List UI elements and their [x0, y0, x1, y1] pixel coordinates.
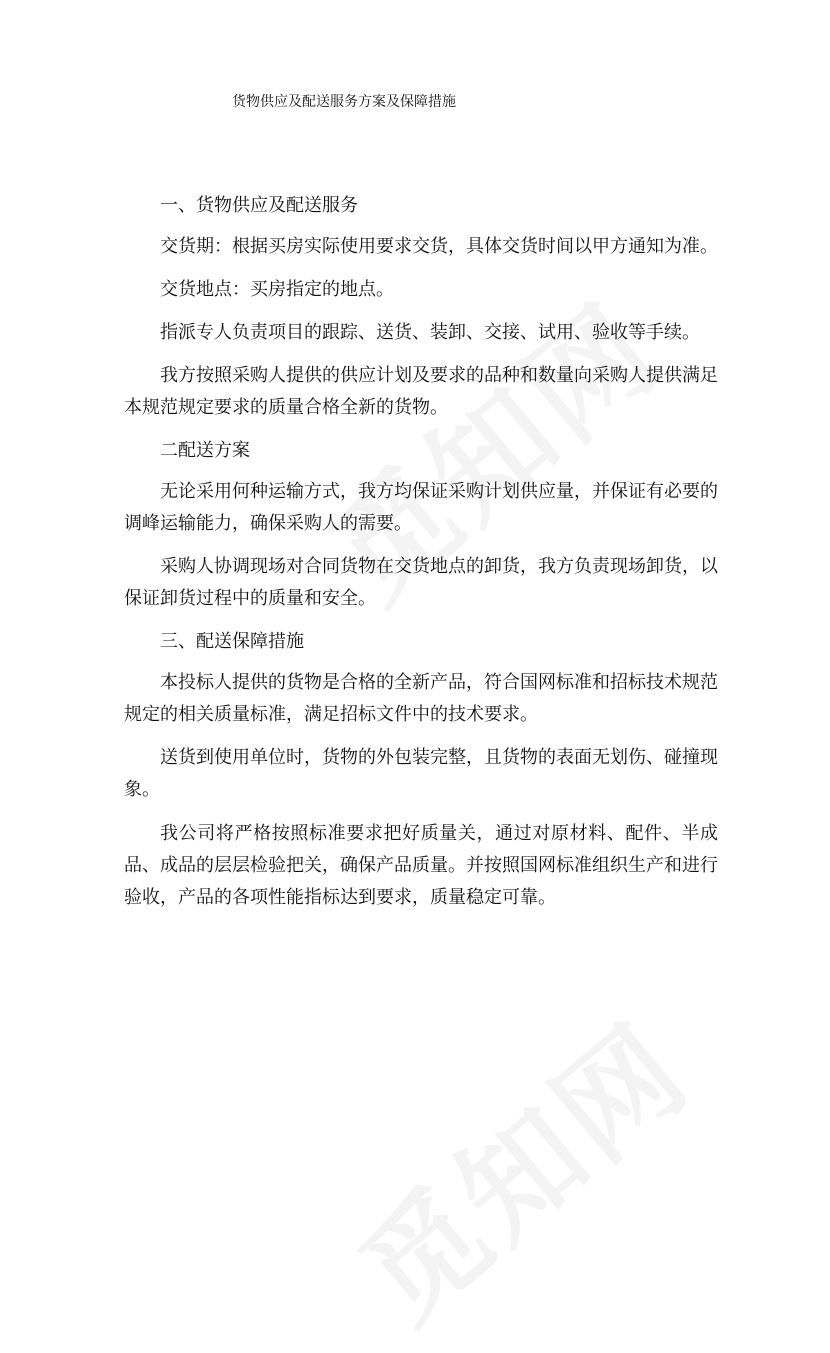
paragraph: 我公司将严格按照标准要求把好质量关，通过对原材料、配件、半成品、成品的层层检验把关，确保产品质量。并按照国网标准组织生产和进行验收，产品的各项性能指标达到要求，质量稳定可靠。: [124, 823, 718, 908]
paragraph: 我方按照采购人提供的供应计划及要求的品种和数量向采购人提供满足本规范规定要求的质量合格全新的货物。: [124, 365, 718, 418]
paragraph: 指派专人负责项目的跟踪、送货、装卸、交接、试用、验收等手续。: [160, 322, 700, 343]
paragraph: 交货期：根据买房实际使用要求交货，具体交货时间以甲方通知为准。: [160, 236, 718, 257]
section-heading-2: 二配送方案: [160, 440, 250, 461]
document-body: [124, 190, 718, 925]
watermark: [319, 979, 719, 1353]
paragraph: 交货地点：买房指定的地点。: [160, 279, 394, 300]
document-title: 货物供应及配送服务方案及保障措施: [232, 94, 456, 110]
paragraph: 送货到使用单位时，货物的外包装完整，且货物的表面无划伤、碰撞现象。: [124, 747, 718, 800]
paragraph: 采购人协调现场对合同货物在交货地点的卸货，我方负责现场卸货，以保证卸货过程中的质量和安全。: [124, 556, 718, 609]
paragraph: 本投标人提供的货物是合格的全新产品，符合国网标准和招标技术规范规定的相关质量标准，满足招标文件中的技术要求。: [124, 672, 718, 725]
section-heading-3: 三、配送保障措施: [160, 631, 304, 652]
paragraph: 无论采用何种运输方式，我方均保证采购计划供应量，并保证有必要的调峰运输能力，确保采购人的需要。: [124, 481, 718, 534]
section-heading-1: 一、货物供应及配送服务: [160, 195, 358, 216]
